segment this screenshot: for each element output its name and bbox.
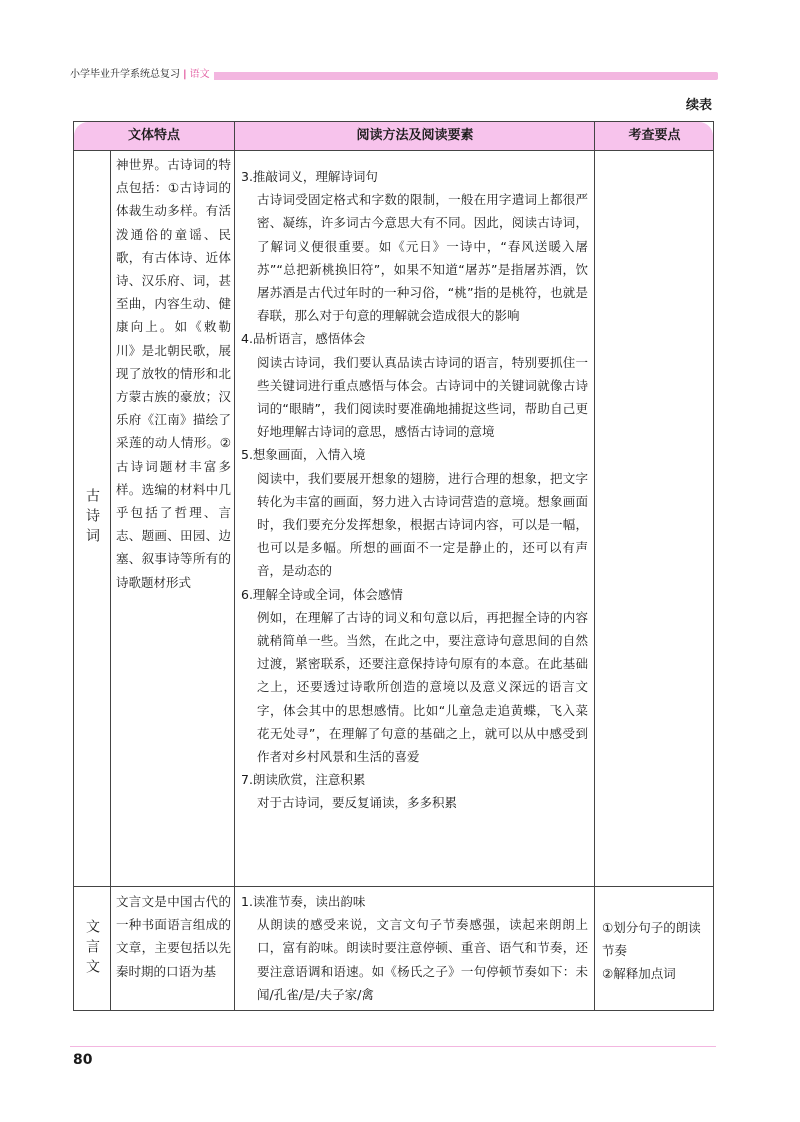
method-title: 1.读准节奏，读出韵味: [241, 894, 366, 909]
method-item: [241, 165, 588, 327]
column-header-points: 考查要点: [594, 122, 713, 150]
method-body: 古诗词受固定格式和字数的限制，一般在用字遣词上都很严密、凝练，许多词古今意思大有不同。因此，阅读古诗词，了解词义便很重要。如《元日》一诗中，“春风送暖入屠苏”“总把新桃换旧符”，如果不知道“屠苏”是指屠苏酒，饮屠苏酒是古代过年时的一种习俗，“桃”指的是桃符，也就是春联，那么对于句意的理解就会造成很大的影响: [257, 192, 588, 324]
method-body: 阅读中，我们要展开想象的翅膀，进行合理的想象，把文字转化为丰富的画面，努力进入古诗词营造的意境。想象画面时，我们要充分发挥想象，根据古诗词内容，可以是一幅，也可以是多幅。所想的画面不一定是静止的，还可以有声音，是动态的: [257, 470, 588, 579]
method-title: 5.想象画面，入情入境: [241, 447, 366, 463]
header-text: [70, 69, 214, 81]
method-body: 例如，在理解了古诗的词义和句意以后，再把握全诗的内容就稍简单一些。当然，在此之中，要注意诗句意思间的自然过渡，紧密联系，还要注意保持诗句原有的本意。在此基础之上，还要透过诗歌所创造的意境以及意义深远的语言文字，体会其中的思想感情。比如“儿童急走追黄蝶，飞入菜花无处寻”，在理解了句意的基础之上，就可以从中感受到作者对乡村风景和生活的喜爱: [257, 609, 588, 765]
page-number: 80: [73, 1052, 93, 1068]
points-cell-classical: [602, 916, 710, 986]
divider-features: [234, 150, 235, 1010]
methods-cell-classical: [241, 890, 588, 1006]
methods-cell-poetry: [241, 165, 588, 815]
continued-label: 续表: [685, 98, 712, 113]
genre-label: 文言文: [84, 919, 100, 979]
header-separator: |: [183, 69, 187, 80]
point-item: ①划分句子的朗读节奏: [602, 920, 701, 959]
divider-genre: [110, 150, 111, 1010]
method-item: [241, 768, 588, 814]
method-body: 对于古诗词，要反复诵读，多多积累: [257, 795, 458, 811]
point-item: ②解释加点词: [602, 966, 676, 982]
genre-label: 古诗词: [84, 488, 100, 548]
genre-cell-classical: [74, 887, 110, 1011]
genre-cell-poetry: [74, 150, 110, 886]
divider-methods: [594, 150, 595, 1010]
table-header: [74, 122, 713, 151]
features-cell-poetry: 神世界。古诗词的特点包括：①古诗词的体裁生动多样。有活泼通俗的童谣、民歌，有古体诗、近体诗、汉乐府、词，甚至曲，内容生动、健康向上。如《敕勒川》是北朝民歌，展现了放牧的情形和北方蒙古族的豪放；汉乐府《江南》描绘了采莲的动人情形。②古诗词题材丰富多样。选编的材料中几乎包括了哲理、言志、题画、田园、边塞、叙事诗等所有的诗歌题材形式: [116, 157, 231, 590]
method-title: 3.推敲词义，理解诗词句: [241, 169, 378, 184]
method-body: 从朗读的感受来说，文言文句子节奏感强，读起来朗朗上口，富有韵味。朗读时要注意停顿、重音、语气和节奏，还要注意语调和语速。如《杨氏之子》一句停顿节奏如下：未闻/孔雀/是/夫子家/禽: [257, 917, 588, 1002]
header-series: 小学毕业升学系统总复习: [70, 69, 180, 80]
column-header-features: 文体特点: [127, 128, 180, 143]
method-body: 阅读古诗词，我们要认真品读古诗词的语言，特别要抓住一些关键词进行重点感悟与体会。古诗词中的关键词就像古诗词的“眼睛”，我们阅读时要准确地捕捉这些词，帮助自己更好地理解古诗词的意思，感悟古诗词的意境: [257, 354, 588, 440]
header-subject: 语文: [189, 69, 210, 80]
reading-table: [73, 121, 714, 1011]
method-item: [241, 583, 588, 769]
column-header-methods: 阅读方法及阅读要素: [234, 122, 595, 150]
method-item: [241, 443, 588, 582]
running-header: [70, 70, 718, 81]
method-item: [241, 327, 588, 443]
header-bar: [202, 72, 718, 80]
method-title: 7.朗读欣赏，注意积累: [241, 772, 366, 788]
features-cell-classical: 文言文是中国古代的一种书面语言组成的文章，主要包括以先秦时期的口语为基: [116, 894, 231, 979]
method-title: 4.品析语言，感悟体会: [241, 331, 366, 347]
footer-line: [70, 1046, 716, 1047]
method-title: 6.理解全诗或全词，体会感情: [241, 586, 403, 602]
row-divider: [74, 886, 713, 887]
method-item: [241, 890, 588, 1006]
